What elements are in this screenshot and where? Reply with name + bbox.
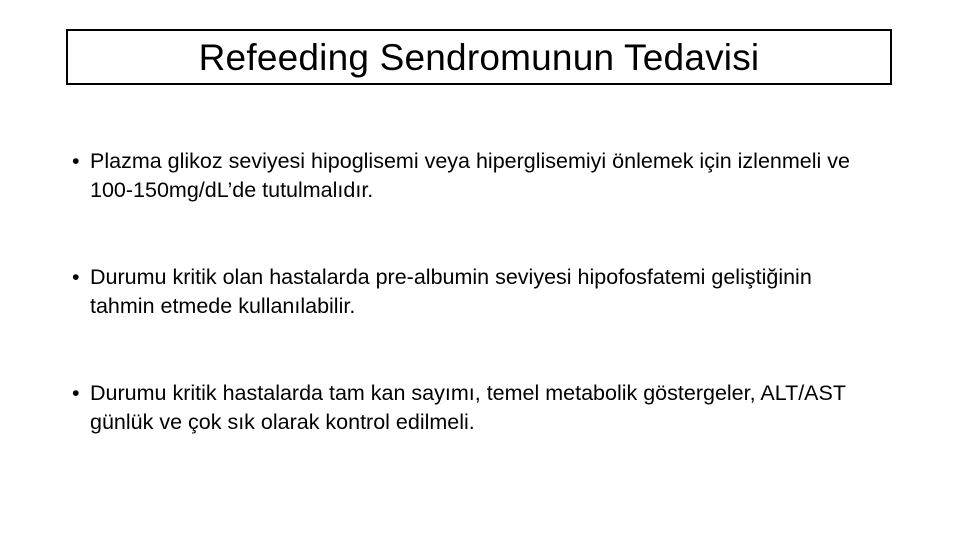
slide-title: Refeeding Sendromunun Tedavisi	[198, 36, 760, 78]
bullet-item	[72, 147, 872, 205]
bullet-item	[72, 263, 872, 321]
bullet-item	[72, 379, 872, 437]
bullet-text: Plazma glikoz seviyesi hipoglisemi veya hiperglisemiyi önlemek için izlenmeli ve 100-150mg/dL’de tutulmalıdır.	[90, 149, 850, 202]
bullet-text: Durumu kritik olan hastalarda pre-albumin seviyesi hipofosfatemi geliştiğinin tahmin etmede kullanılabilir.	[90, 265, 812, 318]
bullet-icon: •	[72, 265, 80, 289]
title-box	[66, 29, 892, 85]
bullet-icon: •	[72, 381, 80, 405]
bullet-icon: •	[72, 149, 80, 173]
bullet-list	[72, 147, 872, 437]
bullet-text: Durumu kritik hastalarda tam kan sayımı, temel metabolik göstergeler, ALT/AST günlük ve çok sık olarak kontrol edilmeli.	[90, 381, 846, 434]
